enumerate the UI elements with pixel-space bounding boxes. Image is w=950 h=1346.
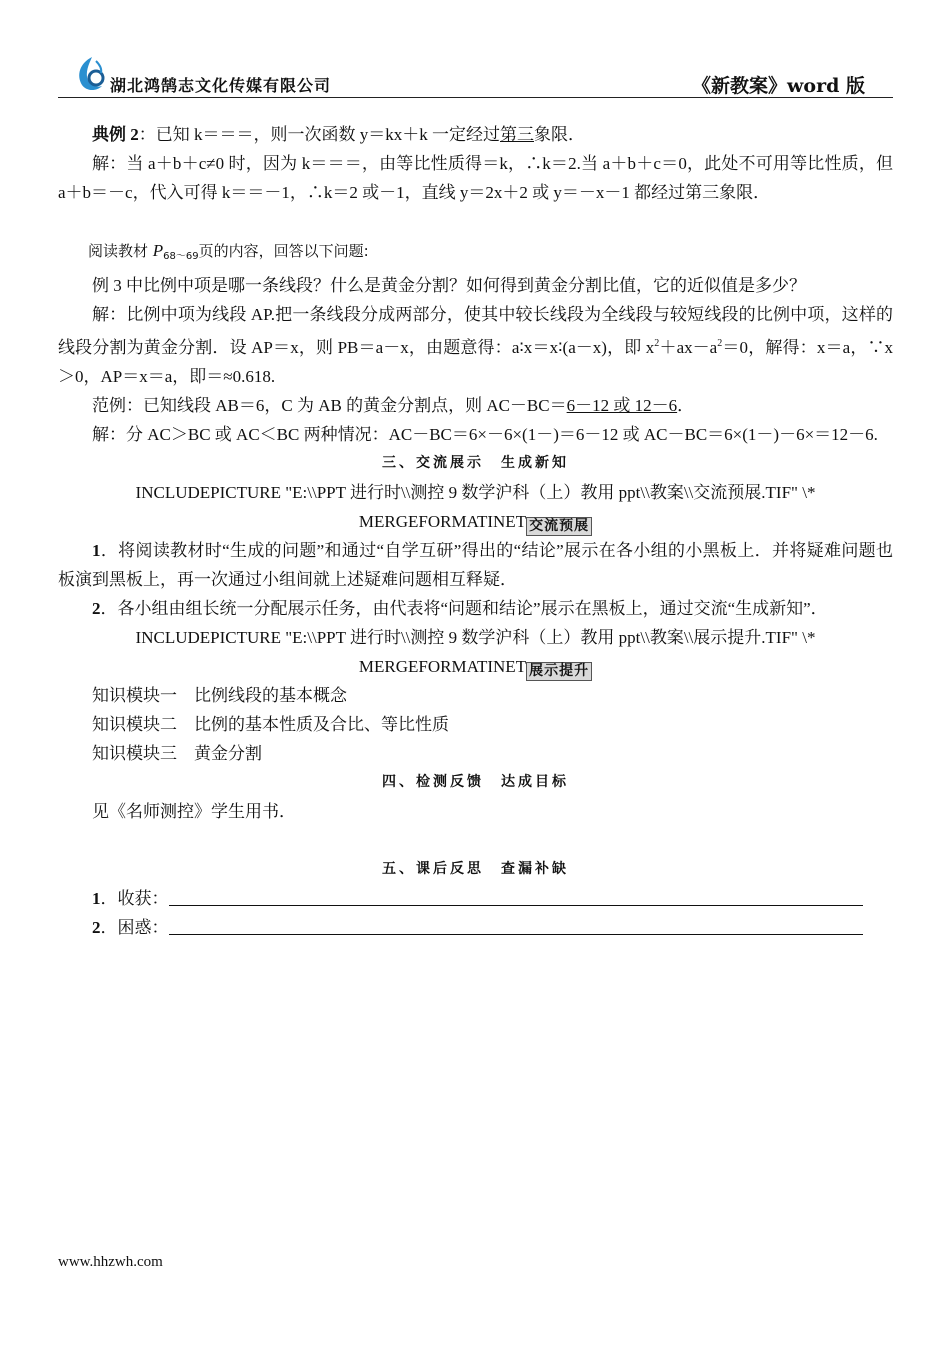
reflection-gains: 1．收获： [58,884,893,913]
fanli-example: 范例：已知线段 AB＝6，C 为 AB 的黄金分割点，则 AC－BC＝6－12 或 12－6． [92,396,695,415]
stamp-zhanshi-icon: 展示提升 [526,662,592,681]
section-5-title: 五、课后反思 查漏补缺 [382,861,569,877]
company-logo-icon [72,55,110,93]
include-picture-1-cont: MERGEFORMATINET 交流预展 [58,507,893,536]
knowledge-module-3: 知识模块三 黄金分割 [92,744,262,763]
reading-intro: 阅读教材 $P_{68\sim 69}$页的内容，回答以下问题: [88,241,369,262]
include-picture-1: INCLUDEPICTURE "E:\\PPT 进行时\\测控 9 数学沪科（上）教用 ppt\\教案\\交流预展.TIF" \* [135,483,816,502]
include-picture-2: INCLUDEPICTURE "E:\\PPT 进行时\\测控 9 数学沪科（上）教用 ppt\\教案\\展示提升.TIF" \* [135,628,816,647]
header-divider [58,97,893,98]
example-2: 典例 2：已知 k＝＝＝，则一次函数 y＝kx＋k 一定经过第三象限． [92,125,585,144]
section-4-text: 见《名师测控》学生用书． [92,802,296,821]
knowledge-module-2: 知识模块二 比例的基本性质及合比、等比性质 [92,715,449,734]
reading-question: 例 3 中比例中项是哪一条线段？什么是黄金分割？如何得到黄金分割比值，它的近似值是多少？ [92,276,806,295]
example-2-solution: 解：当 a＋b＋c≠0 时，因为 k＝＝＝，由等比性质得＝k，∴k＝2.当 a＋b＋c＝0，此处不可用等比性质，但 a＋b＝－c，代入可得 k＝＝－1，∴k＝2 或－1，直线 y＝2x＋2 或 y＝－x－1 都经过第三象限． [58,154,893,202]
footer-url: www.hhzwh.com [58,1254,163,1270]
fanli-answer: 6－12 或 12－6 [566,396,678,415]
include-picture-2-cont: MERGEFORMATINET 展示提升 [58,652,893,681]
page-header [58,55,893,99]
company-name: 湖北鸿鹄志文化传媒有限公司 [110,76,332,95]
gains-blank-line[interactable] [169,887,863,906]
doubts-blank-line[interactable] [169,916,863,935]
fanli-solution: 解：分 AC＞BC 或 AC＜BC 两种情况：AC－BC＝6×－6×(1－)＝6－12 或 AC－BC＝6×(1－)－6×＝12－6. [92,425,878,444]
stamp-jiaoliu-icon: 交流预展 [526,517,592,536]
reading-answer: 解：比例中项为线段 AP.把一条线段分成两部分，使其中较长线段为全线段与较短线段的比例中项，这样的线段分割为黄金分割．设 AP＝x，则 PB＝a－x，由题意得：a∶x＝x∶(a－x)，即 $x^2+ax-a^2=0$，解得：x＝a，∵x＞0，AP＝x＝a，即＝≈0.618. [58,305,894,386]
edition-title: 《新教案》word 版 [692,75,865,97]
section-3-item-2: 2．各小组由组长统一分配展示任务，由代表将“问题和结论”展示在黑板上，通过交流“生成新知”． [92,599,828,618]
document-body [58,120,893,942]
section-3-title: 三、交流展示 生成新知 [382,455,569,471]
knowledge-module-1: 知识模块一 比例线段的基本概念 [92,686,347,705]
example-2-answer: 第三 [500,125,534,144]
reflection-doubts: 2．困惑： [58,913,893,942]
section-4-title: 四、检测反馈 达成目标 [382,774,569,790]
section-3-item-1: 1．将阅读教材时“生成的问题”和通过“自学互研”得出的“结论”展示在各小组的小黑板上．并将疑难问题也板演到黑板上，再一次通过小组间就上述疑难问题相互释疑． [58,541,893,589]
